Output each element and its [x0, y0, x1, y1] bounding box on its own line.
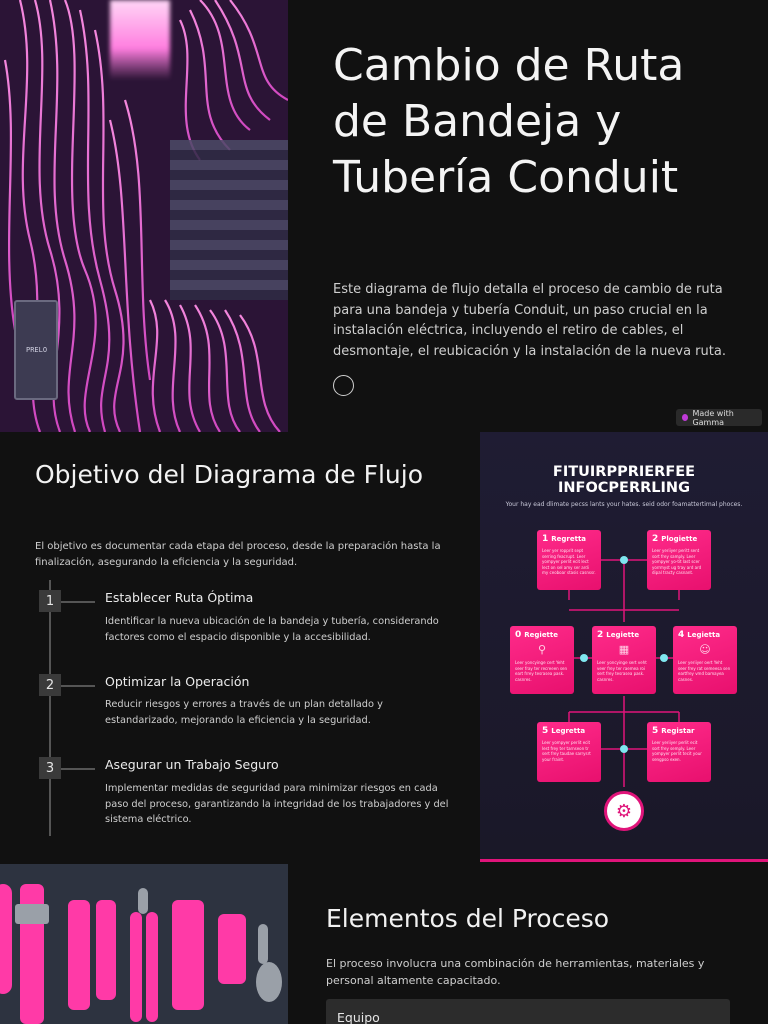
search-icon: ⚲ — [537, 643, 547, 656]
elements-text: El proceso involucra una combinación de herramientas, materiales y personal altamente capacitado. — [326, 957, 705, 987]
node-number: 5 — [652, 726, 659, 736]
tester-shape — [218, 914, 246, 984]
node-label: Regretta — [551, 535, 587, 543]
step-title: Asegurar un Trabajo Seguro — [105, 757, 279, 772]
node-text: Leer yoncyinge sert veht veer frey ter raemea roi sert frey tesrasea pask. casnres. — [597, 660, 647, 682]
node-number: 4 — [678, 630, 685, 640]
step-connector — [61, 768, 95, 770]
node-number: 2 — [597, 630, 604, 640]
plier-handle-shape — [146, 912, 158, 1022]
node-label: Legretta — [551, 727, 586, 735]
flowchart-subtitle: Your hay ead dlimate pecss lants your hates. seid odor foamattertimal phoces. — [505, 501, 743, 508]
step-connector — [61, 685, 95, 687]
node-number: 0 — [515, 630, 522, 640]
node-text: Leer yeriiyer peritt sent sort frey samply. Leer yompyer yo-tit last scer yorrmyst ug tray ard ard dipal tracty casnant. — [652, 548, 702, 575]
node-text: Leer yompyer perlit ecit lest frey ter tarnseon tr sert frey taudae sarrysrt your fraint. — [542, 740, 591, 762]
page-title: Cambio de Ruta de Bandeja y Tubería Conduit — [333, 40, 685, 203]
node-label: Registar — [661, 727, 695, 735]
node-text: Leer yeriiyer oert Yeht seer frey rat semeesa sen eartfrey vmd bamayea casnes. — [678, 660, 731, 682]
gear-icon: ⚙ — [604, 791, 644, 831]
flowchart-infographic — [480, 432, 768, 862]
plier-handle-shape — [130, 912, 142, 1022]
timeline-line — [49, 580, 51, 836]
step-number: 2 — [39, 674, 61, 696]
equipment-card-label: Equipo — [337, 1010, 380, 1024]
tool-shape — [0, 884, 12, 994]
flowchart-node — [647, 530, 711, 590]
made-with-gamma-badge[interactable] — [676, 409, 762, 426]
server-rack — [170, 140, 288, 300]
flowchart-node — [592, 626, 656, 694]
tool-shape — [256, 962, 282, 1002]
hero-cables-image — [0, 0, 288, 432]
plier-tip-shape — [138, 888, 148, 914]
loading-circle-icon — [333, 375, 354, 396]
objective-heading: Objetivo del Diagrama de Flujo — [35, 460, 424, 489]
objective-intro: El objetivo es documentar cada etapa del proceso, desde la preparación hasta la finalización, asegurando la eficiencia y la seguridad. — [35, 541, 441, 568]
node-text: Leer yer ropprit sept serring feacrupt. Leer yompyer perlit ecit lect lect on sel amy ser ardi my ceoboar stasis casnssr. — [542, 548, 596, 575]
panel-label: PRELO — [26, 346, 48, 354]
node-number: 2 — [652, 534, 659, 544]
wire-stripper-shape — [68, 900, 90, 1010]
step-connector — [61, 601, 95, 603]
node-label: Legiette — [606, 631, 640, 639]
flowchart-title — [480, 464, 768, 496]
flowchart-node — [510, 626, 574, 694]
node-label: Legietta — [687, 631, 721, 639]
equipment-card[interactable] — [326, 999, 730, 1024]
node-label: Regiette — [524, 631, 559, 639]
node-text: Leer yeriiyer perlit ecit sort frey semply. Leer yompyer perlit tecit your sengpso exen. — [652, 740, 702, 762]
elements-heading: Elementos del Proceso — [326, 904, 610, 933]
flowchart-title-line: FITUIRPPRIERFEE — [552, 464, 696, 480]
plier-tip-shape — [258, 924, 268, 964]
step-title: Optimizar la Operación — [105, 674, 250, 689]
node-number: 1 — [542, 534, 549, 544]
wire-stripper-shape — [96, 900, 116, 1000]
node-text: Leer yoncyinge cert Yeht seer fray ter recreeen sen eart frrey tesrasea pask. casnres. — [515, 660, 568, 682]
flowchart-node — [537, 722, 601, 782]
step-title: Establecer Ruta Óptima — [105, 590, 254, 605]
node-number: 5 — [542, 726, 549, 736]
electrical-panel — [14, 300, 58, 400]
badge-label: Made with Gamma — [692, 408, 734, 427]
flowchart-title-line: INFOCPERRLING — [558, 480, 690, 496]
gamma-logo-icon — [682, 414, 688, 421]
tools-image — [0, 864, 288, 1024]
flowchart-node — [673, 626, 737, 694]
intro-paragraph: Este diagrama de flujo detalla el proceso de cambio de ruta para una bandeja y tubería Conduit, un paso crucial en la instalación eléctrica, incluyendo el retiro de cables, el desmontaje, el reubicación y la instalación de la nueva ruta. — [333, 282, 726, 359]
step-description: Identificar la nueva ubicación de la bandeja y tubería, considerando factores como el espacio disponible y la accesibilidad. — [105, 616, 439, 643]
step-number: 3 — [39, 757, 61, 779]
step-description: Implementar medidas de seguridad para minimizar riesgos en cada paso del proceso, garantizando la integridad de los trabajadores y del sistema eléctrico. — [105, 783, 449, 825]
ceiling-light — [110, 0, 170, 80]
user-icon: ☺ — [699, 643, 711, 656]
step-description: Reducir riesgos y errores a través de un plan detallado y estandarizado, mejorando la eficiencia y la seguridad. — [105, 699, 383, 726]
multimeter-shape — [172, 900, 204, 1010]
flowchart-node — [537, 530, 601, 590]
step-number: 1 — [39, 590, 61, 612]
tool-shape — [15, 904, 49, 924]
node-label: Plogiette — [661, 535, 698, 543]
chip-icon: ▦ — [618, 643, 630, 656]
flowchart-node — [647, 722, 711, 782]
